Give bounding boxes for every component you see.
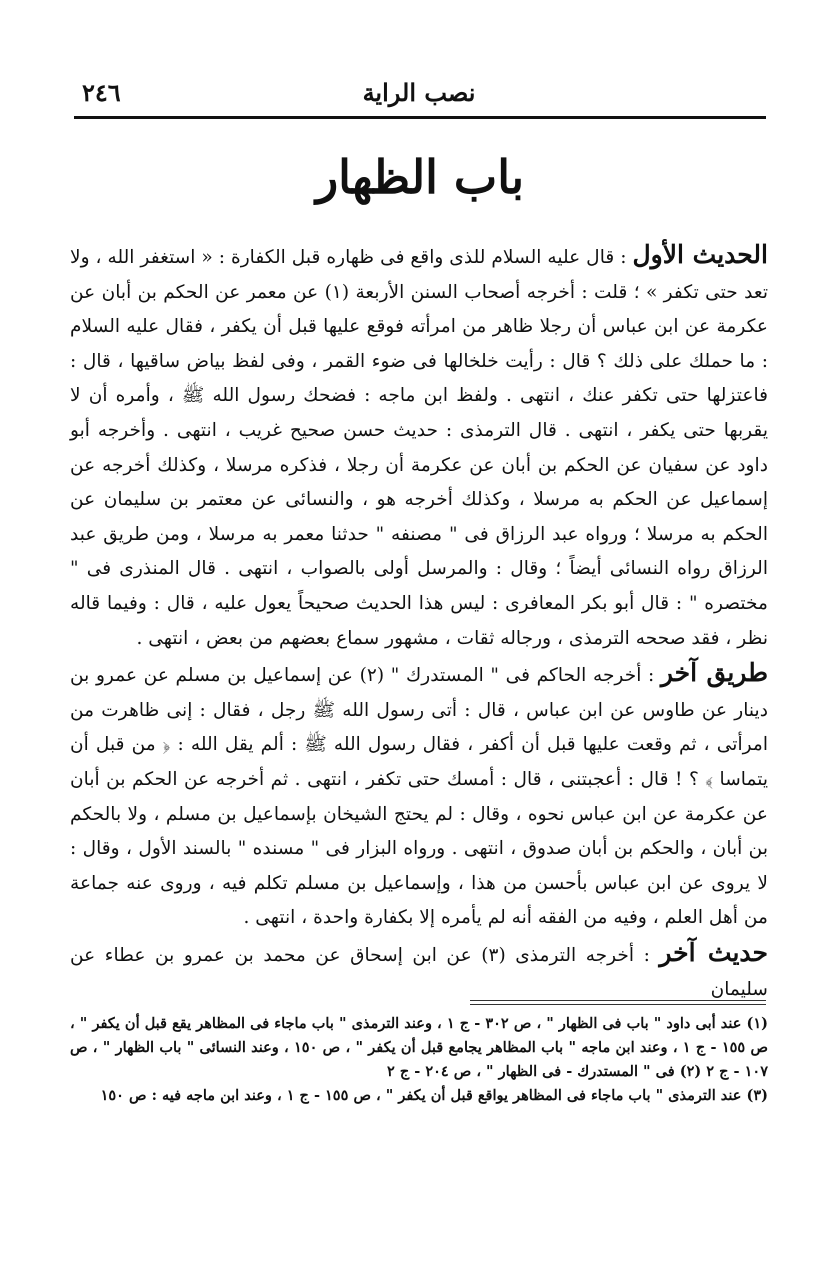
footnote-rule [470, 1004, 766, 1005]
footnote: (٣) عند الترمذى " باب ماجاء فى المظاهر يواقع قبل أن يكفر " ، ص ١٥٥ - ج ١ ، وعند ابن ماجه فيه : ص ١٥٠ [100, 1087, 768, 1104]
paragraph-lead: الحديث الأول [632, 240, 768, 269]
paragraph-lead: حديث آخر [659, 937, 768, 967]
paragraph-text: : أخرجه الترمذى (٣) عن ابن إسحاق عن محمد بن عمرو بن عطاء عن سليمان [70, 944, 768, 1001]
paragraph [70, 238, 768, 656]
header-rule [74, 116, 766, 119]
page-number: ٢٤٦ [82, 78, 121, 107]
paragraph [70, 656, 768, 936]
footnote-rule [470, 1000, 766, 1001]
footnotes [70, 1012, 768, 1108]
page-header [74, 78, 764, 114]
footnote: (١) عند أبى داود " باب فى الظهار " ، ص ٣٠٢ - ج ١ ، وعند الترمذى " باب ماجاء فى المظاهر يقع قبل أن يكفر " ، ص ١٥٥ - ج ١ ، وعند ابن ماجه " باب المظاهر يجامع قبل أن يكفر " ، ص ١٥٠ ، وعند النسائى " باب الظهار " ، ص ١٠٧ - ج ٢ (٢) فى " المستدرك - فى الظهار " ، ص ٢٠٤ - ج ٢ [70, 1015, 769, 1080]
running-title: نصب الراية [362, 78, 476, 107]
chapter-title: باب الظهار [315, 150, 525, 204]
paragraph-text: : قال عليه السلام للذى واقع فى ظهاره قبل الكفارة : « استغفر الله ، ولا تعد حتى تكفر » ؛ قلت : أخرجه أصحاب السنن الأربعة (١) عن معمر عن الحكم بن أبان عن عكرمة عن ابن عباس أن رجلا ظاهر من امرأته فوقع عليها قبل أن يكفر ، فقال عليه السلام : ما حملك على ذلك ؟ قال : رأيت خلخالها فى ضوء القمر ، وفى لفظ بياض ساقيها ، قال : فاعتزلها حتى تكفر عنك ، انتهى . ولفظ ابن ماجه : فضحك رسول الله ﷺ ، وأمره أن لا يقربها حتى يكفر ، انتهى . قال الترمذى : حديث حسن صحيح غريب ، انتهى . وأخرجه أبو داود عن سفيان عن الحكم بن أبان عن عكرمة أن رجلا ، فذكره مرسلا ، وكذلك أخرجه عن إسماعيل عن الحكم به مرسلا ، وكذلك أخرجه هو ، والنسائى عن معتمر بن سليمان عن الحكم به مرسلا ؛ ورواه عبد الرزاق فى " مصنفه " حدثنا معمر به مرسلا ، ومن طريق عبد الرزاق رواه النسائى أيضاً ؛ وقال : والمرسل أولى بالصواب ، انتهى . قال المنذرى فى " مختصره " : قال أبو بكر المعافرى : ليس هذا الحديث صحيحاً يعول عليه ، قال : وفيما قاله نظر ، فقد صححه الترمذى ، ورجاله ثقات ، مشهور سماع بعضهم من بعض ، انتهى . [70, 247, 768, 649]
body-text [70, 238, 768, 1008]
paragraph-text: : أخرجه الحاكم فى " المستدرك " (٢) عن إسماعيل بن مسلم عن عمرو بن دينار عن طاوس عن ابن عباس ، قال : أتى رسول الله ﷺ رجل ، فقال : إنى ظاهرت من امرأتى ، ثم وقعت عليها قبل أن أكفر ، فقال رسول الله ﷺ : ألم يقل الله : ﴿ من قبل أن يتماسا ﴾ ؟ ! قال : أعجبتنى ، قال : أمسك حتى تكفر ، انتهى . ثم أخرجه عن الحكم بن أبان عن عكرمة عن ابن عباس نحوه ، وقال : لم يحتج الشيخان بإسماعيل بن مسلم ، ولا بالحكم بن أبان ، والحكم بن أبان صدوق ، انتهى . ورواه البزار فى " مسنده " بالسند الأول ، وقال : لا يروى عن ابن عباس بأحسن من هذا ، وإسماعيل بن مسلم تكلم فيه ، وروى عنه جماعة من أهل العلم ، وفيه من الفقه أنه لم يأمره إلا بكفارة واحدة ، انتهى . [70, 665, 768, 929]
paragraph-lead: طريق آخر [660, 658, 769, 688]
paragraph [70, 936, 768, 1008]
